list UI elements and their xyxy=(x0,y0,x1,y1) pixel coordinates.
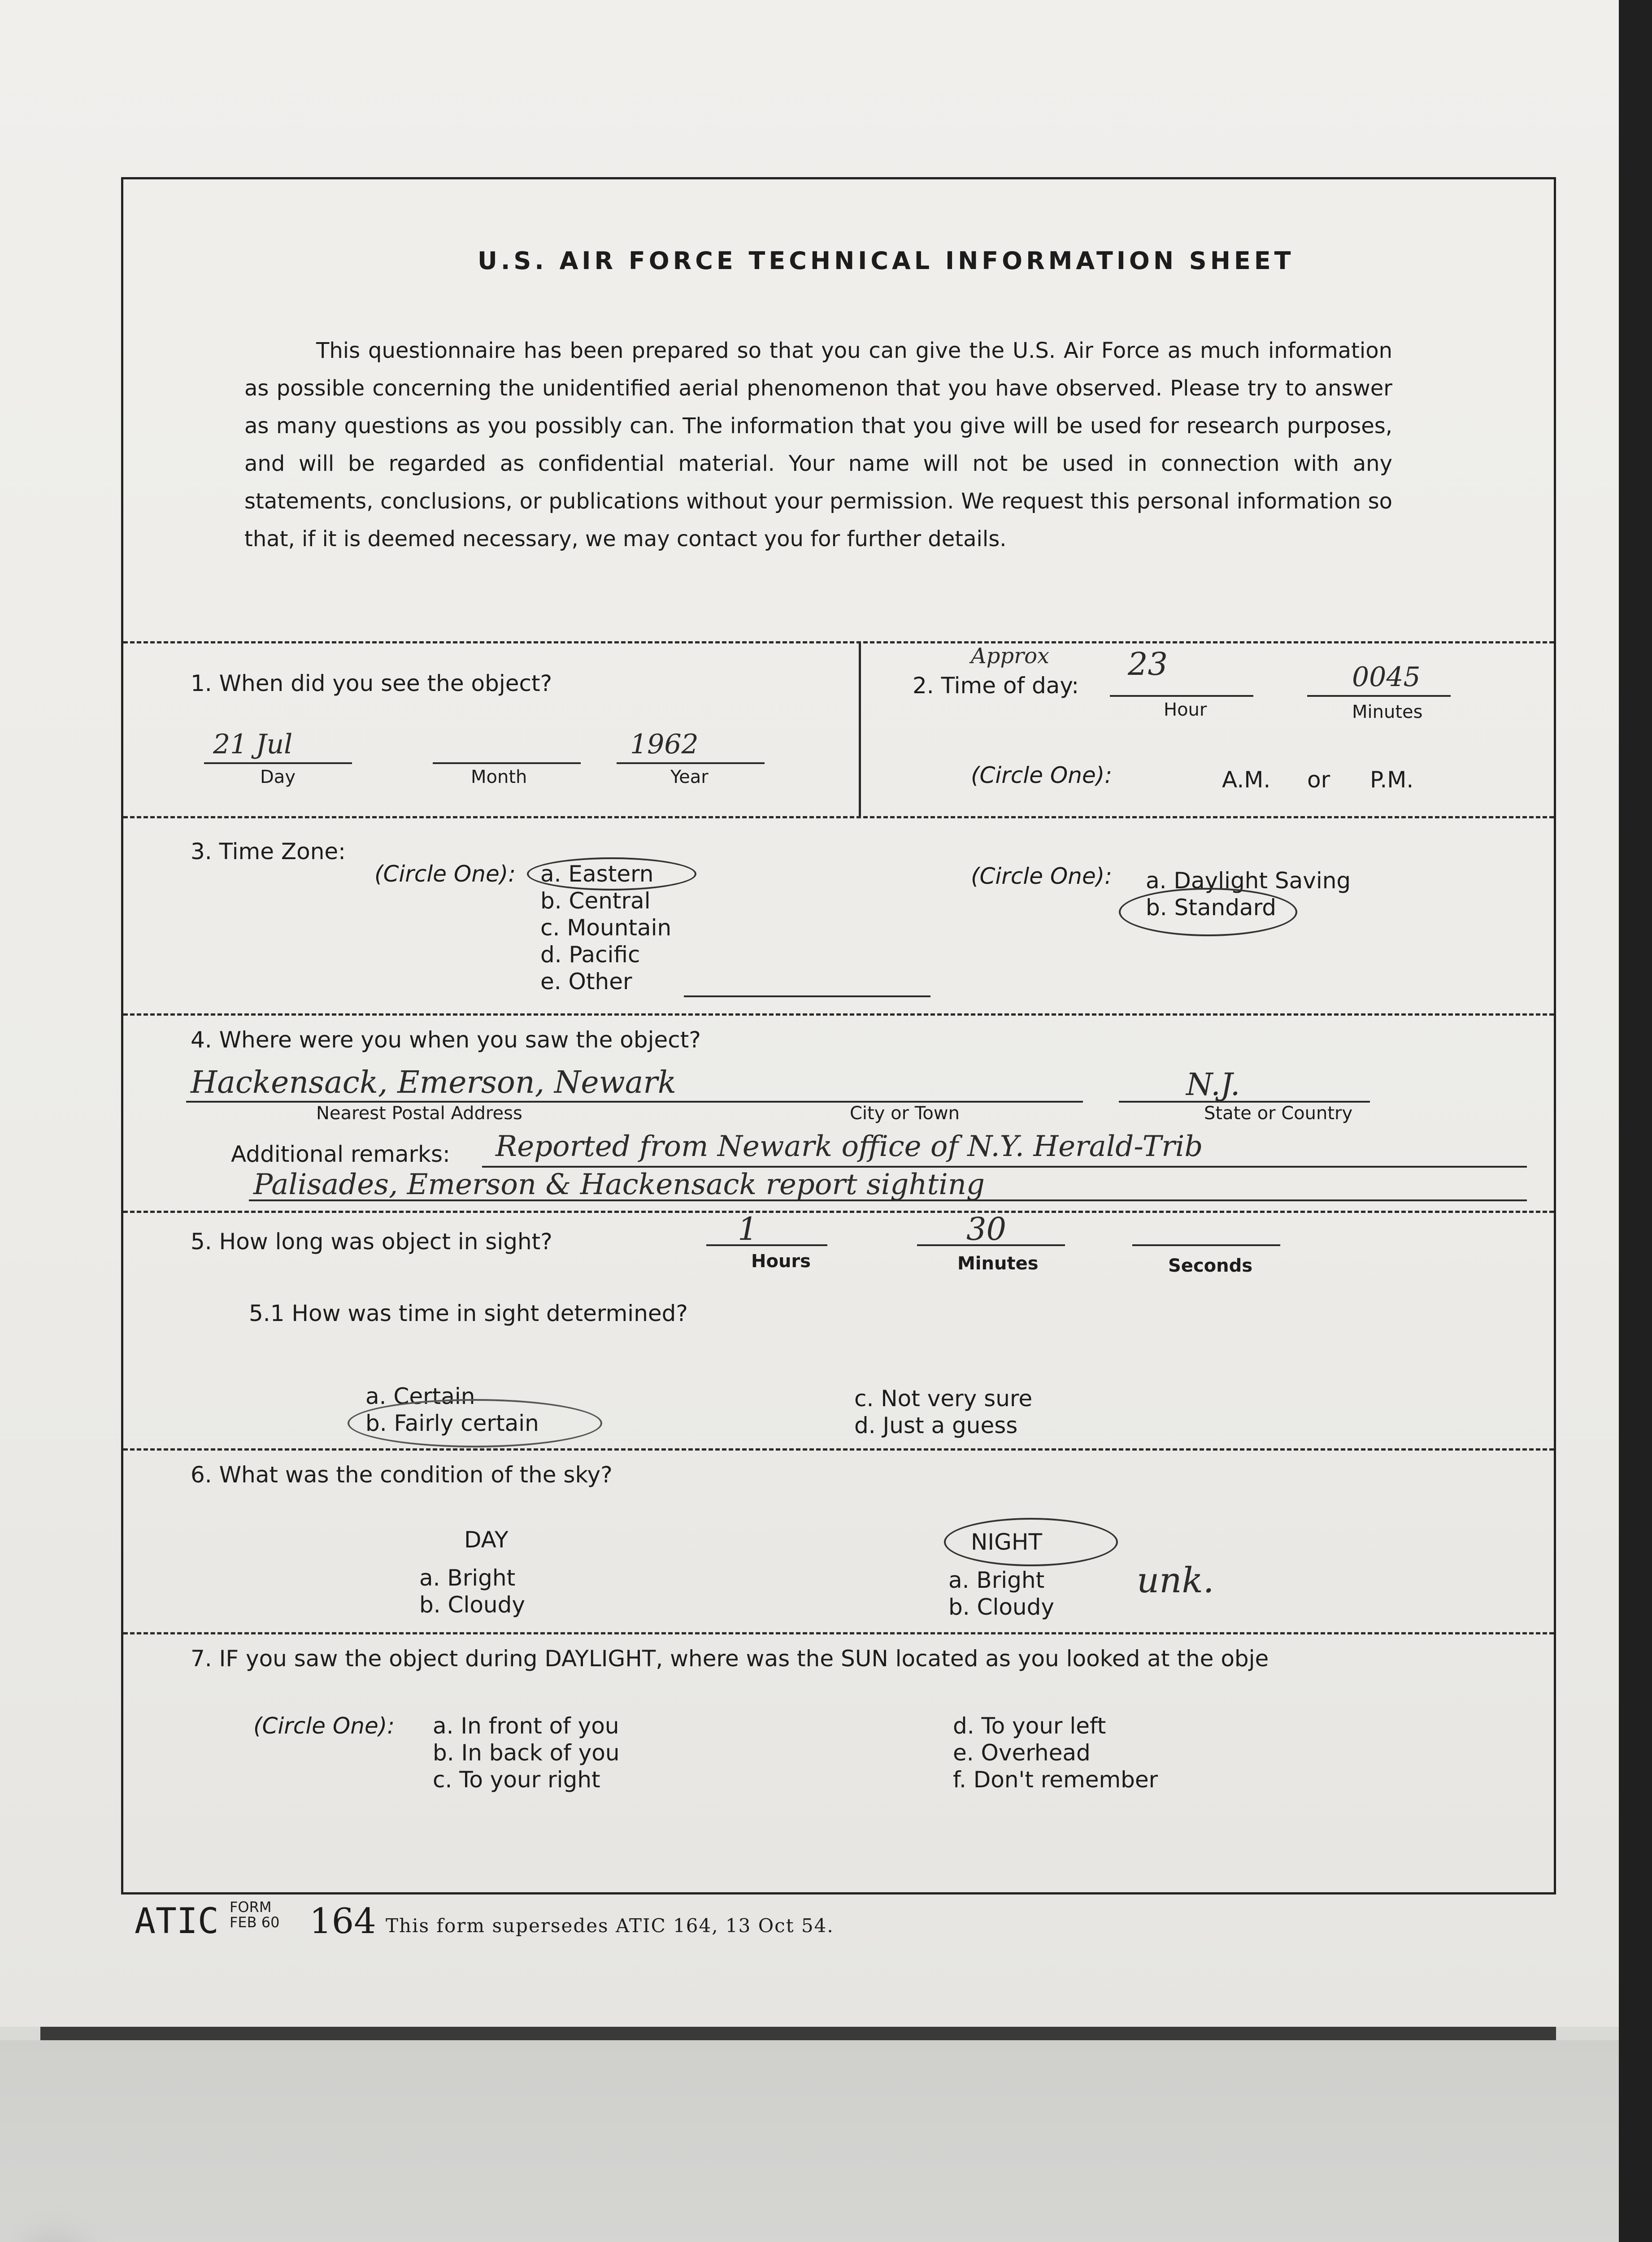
q5-seconds-line xyxy=(1132,1244,1280,1246)
intro-paragraph: This questionnaire has been prepared so that you can give the U.S. Air Force as much information as possible concerning the unidentified aerial phenomenon that you have observed. Please try to answer as many questions as you possibly can. The information that you give will be used for research purposes, and will be regarded as confidential material. Your name will not be used in connection with any statements, conclusions, or publications without your permission. We request this personal information so that, if it is deemed necessary, we may contact you for further details. xyxy=(244,338,1392,552)
q4-address-label: Nearest Postal Address xyxy=(316,1103,522,1124)
q4-question: 4. Where were you when you saw the object? xyxy=(191,1027,701,1053)
q4-remarks-label: Additional remarks: xyxy=(231,1141,450,1167)
q3-zone-pacific: d. Pacific xyxy=(540,942,640,968)
q3-eastern-circle xyxy=(527,857,696,891)
q2-or: or xyxy=(1307,767,1330,793)
q2-approx-note: Approx xyxy=(971,643,1050,669)
divider-1 xyxy=(123,641,1554,643)
footer-form-word: FORM xyxy=(230,1899,272,1916)
q2-question: 2. Time of day: xyxy=(913,673,1079,699)
footer-form-number: 164 xyxy=(309,1901,376,1942)
q4-state-line xyxy=(1119,1101,1370,1103)
q7-question: 7. IF you saw the object during DAYLIGHT, where was the SUN located as you looked at the obje xyxy=(191,1646,1269,1672)
q3-question: 3. Time Zone: xyxy=(191,839,346,865)
divider-2 xyxy=(123,816,1554,818)
q4-address-line xyxy=(186,1101,769,1103)
q6-day-heading: DAY xyxy=(464,1527,509,1553)
q3-standard-circle xyxy=(1119,888,1297,936)
q7-option-right: c. To your right xyxy=(433,1767,600,1793)
q7-option-dont-remember: f. Don't remember xyxy=(953,1767,1158,1793)
form-title: U.S. AIR FORCE TECHNICAL INFORMATION SHEET xyxy=(478,247,1295,275)
q5-seconds-label: Seconds xyxy=(1168,1256,1253,1276)
q7-option-front: a. In front of you xyxy=(433,1713,619,1739)
q3-circle-label-2: (Circle One): xyxy=(971,863,1113,889)
q3-other-line xyxy=(684,995,930,997)
q4-state-value: N.J. xyxy=(1186,1067,1240,1103)
q4-city-label: City or Town xyxy=(850,1103,960,1124)
q3-zone-other: e. Other xyxy=(540,969,632,995)
q5-question: 5. How long was object in sight? xyxy=(191,1229,552,1255)
q6-night-bright: a. Bright xyxy=(948,1567,1045,1593)
q1-year-line xyxy=(617,762,765,764)
film-edge xyxy=(1619,0,1652,2242)
q4-remarks-line1: Reported from Newark office of N.Y. Herald-Trib xyxy=(496,1130,1203,1163)
q6-night-heading: NIGHT xyxy=(971,1529,1043,1555)
q1-month-line xyxy=(433,762,581,764)
paper-shadow xyxy=(40,2027,1556,2040)
q6-night-cloudy: b. Cloudy xyxy=(948,1594,1054,1620)
q4-remarks-underline-2 xyxy=(249,1199,1527,1201)
q6-day-cloudy: b. Cloudy xyxy=(419,1592,525,1618)
q2-am: A.M. xyxy=(1222,767,1271,793)
q4-city-line xyxy=(769,1101,1083,1103)
footer-supersedes-note: This form supersedes ATIC 164, 13 Oct 54. xyxy=(386,1915,834,1937)
footer-form-date: FEB 60 xyxy=(230,1914,280,1931)
q1-year-label: Year xyxy=(670,767,709,787)
q4-remarks-underline-1 xyxy=(482,1166,1527,1168)
q7-circle-label: (Circle One): xyxy=(253,1713,395,1739)
q5-sub-question: 5.1 How was time in sight determined? xyxy=(249,1300,688,1326)
q5-option-certain: a. Certain xyxy=(365,1383,475,1409)
q1-day-value: 21 Jul xyxy=(213,729,293,760)
q5-minutes-line xyxy=(917,1244,1065,1246)
q5-minutes-label: Minutes xyxy=(957,1253,1039,1274)
q4-remarks-line2: Palisades, Emerson & Hackensack report sighting xyxy=(253,1168,985,1201)
q4-address-value: Hackensack, Emerson, Newark xyxy=(191,1065,677,1100)
q4-state-label: State or Country xyxy=(1204,1103,1353,1124)
q5-hours-label: Hours xyxy=(751,1251,811,1272)
q3-zone-central: b. Central xyxy=(540,888,651,914)
q1-question: 1. When did you see the object? xyxy=(191,670,552,696)
divider-q1-q2 xyxy=(859,641,861,816)
q2-minutes-value: 0045 xyxy=(1352,661,1421,693)
q5-hours-value: 1 xyxy=(738,1211,758,1247)
q5-fairly-certain-circle xyxy=(348,1399,602,1447)
q5-option-not-sure: c. Not very sure xyxy=(854,1386,1033,1412)
q5-option-fairly-certain: b. Fairly certain xyxy=(365,1410,539,1436)
divider-4 xyxy=(123,1211,1554,1213)
q6-night-circle xyxy=(944,1518,1118,1566)
q1-year-value: 1962 xyxy=(630,729,699,760)
q2-hour-line xyxy=(1110,695,1253,697)
divider-5 xyxy=(123,1448,1554,1451)
q2-minutes-line xyxy=(1307,695,1451,697)
divider-6 xyxy=(123,1632,1554,1634)
q3-standard: b. Standard xyxy=(1146,895,1276,921)
q5-option-guess: d. Just a guess xyxy=(854,1412,1018,1438)
q2-hour-value: 23 xyxy=(1128,646,1168,682)
q6-question: 6. What was the condition of the sky? xyxy=(191,1462,613,1488)
q1-month-label: Month xyxy=(471,767,527,787)
q1-day-label: Day xyxy=(260,767,296,787)
q3-circle-label: (Circle One): xyxy=(374,861,516,887)
q7-option-left: d. To your left xyxy=(953,1713,1106,1739)
q3-zone-eastern: a. Eastern xyxy=(540,861,654,887)
q7-option-back: b. In back of you xyxy=(433,1740,620,1766)
information-sheet-form xyxy=(121,177,1556,1894)
q5-minutes-value: 30 xyxy=(966,1211,1007,1247)
q5-hours-line xyxy=(706,1244,827,1246)
q2-circle-label: (Circle One): xyxy=(971,762,1113,788)
footer-form-block xyxy=(230,1899,279,1930)
photo-background xyxy=(0,2040,1619,2242)
footer-atic: ATIC xyxy=(135,1901,219,1942)
q2-pm: P.M. xyxy=(1370,767,1414,793)
q6-day-bright: a. Bright xyxy=(419,1565,516,1591)
q1-day-line xyxy=(204,762,352,764)
q2-minutes-label: Minutes xyxy=(1352,702,1423,722)
q7-option-overhead: e. Overhead xyxy=(953,1740,1091,1766)
q3-zone-mountain: c. Mountain xyxy=(540,915,672,941)
q2-hour-label: Hour xyxy=(1164,700,1207,720)
q6-handwritten-note: unk. xyxy=(1137,1560,1214,1601)
divider-3 xyxy=(123,1013,1554,1016)
q3-daylight-saving: a. Daylight Saving xyxy=(1146,868,1351,894)
